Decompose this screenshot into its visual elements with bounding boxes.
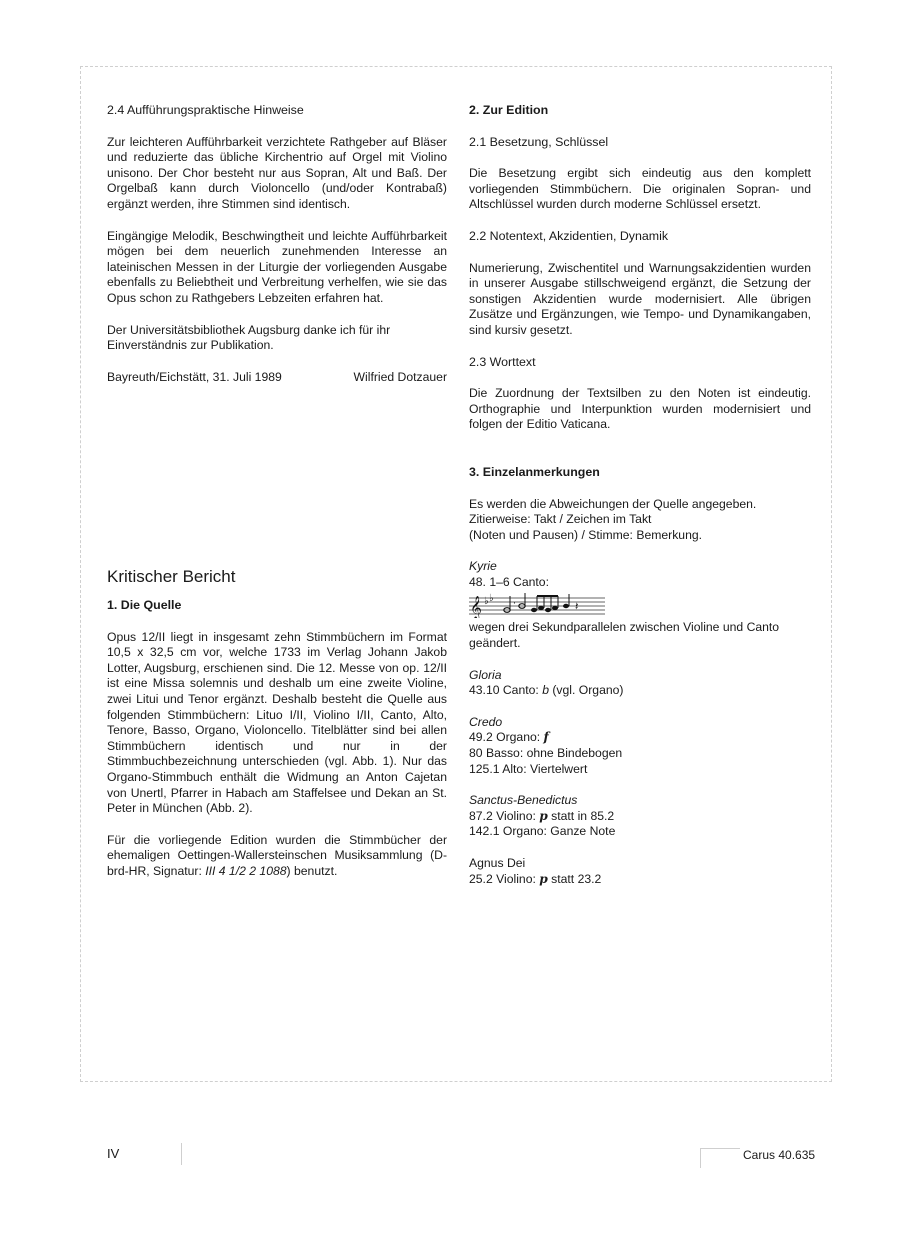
credo-entry-text: 49.2 Organo: — [469, 730, 544, 745]
agnus-entry-text-a: 25.2 Violino: — [469, 871, 540, 886]
agnus-entry-text-b: statt 23.2 — [547, 871, 602, 886]
subheading-notentext: 2.2 Notentext, Akzidentien, Dynamik — [469, 228, 669, 243]
section-heading-einzelanmerkungen: 3. Einzelanmerkungen — [469, 464, 600, 479]
movement-sanctus: Sanctus-Benedictus — [469, 793, 578, 808]
place-date: Bayreuth/Eichstätt, 31. Juli 1989 — [107, 369, 282, 384]
kyrie-entry-2: wegen drei Sekundparallelen zwischen Violine und Canto geändert. — [469, 620, 780, 651]
section-heading-auffuehrung: 2.4 Aufführungspraktische Hinweise — [107, 103, 304, 117]
svg-text:𝄽: 𝄽 — [575, 600, 579, 614]
gloria-entry-flat: b — [542, 683, 549, 698]
movement-gloria: Gloria — [469, 667, 502, 682]
piano-dynamic-mark: p — [539, 808, 548, 823]
kyrie-entry-1: 48. 1–6 Canto: — [469, 574, 549, 589]
piano-dynamic-mark: p — [539, 871, 548, 886]
paragraph-melodik: Eingängige Melodik, Beschwingtheit und leichte Aufführbarkeit mögen bei dem neuerlich zunehmenden Interesse an lateinischen Messen in der Liturgie der vorliegenden Ausgabe ebenfalls zu Beliebtheit und Verbreitung verhelfen, wie sie das Opus schon zu Rathgebers Lebzeiten erfahren hat. — [107, 228, 447, 305]
sanctus-entry-1 — [469, 809, 811, 825]
svg-text:♭: ♭ — [489, 593, 494, 605]
credo-entry-2: 80 Basso: ohne Bindebogen — [469, 746, 623, 761]
paragraph-besetzung: Die Besetzung ergibt sich eindeutig aus den komplett vorliegenden Stimmbüchern. Die originalen Sopran- und Altschlüssel wurden durch moderne Schlüssel ersetzt. — [469, 166, 811, 212]
footer-divider-right — [700, 1148, 701, 1168]
movement-kyrie: Kyrie — [469, 559, 497, 574]
subheading-besetzung: 2.1 Besetzung, Schlüssel — [469, 134, 609, 149]
paragraph-dank: Der Universitätsbibliothek Augsburg danke ich für ihr Einverständnis zur Publikation. — [107, 322, 391, 353]
music-notation-icon — [469, 592, 609, 618]
catalog-number: Carus 40.635 — [743, 1148, 816, 1162]
right-column — [469, 103, 811, 887]
signature-shelfmark: III 4 1/2 2 1088 — [205, 863, 287, 878]
movement-credo: Credo — [469, 714, 503, 729]
footer-divider-left — [181, 1143, 182, 1165]
section-heading-quelle: 1. Die Quelle — [107, 598, 182, 612]
movement-agnus: Agnus Dei — [469, 856, 526, 870]
section-heading-edition: 2. Zur Edition — [469, 103, 549, 117]
credo-entry-1 — [469, 730, 811, 746]
forte-dynamic-mark: f — [543, 730, 549, 745]
paragraph-notentext: Numerierung, Zwischentitel und Warnungsakzidentien wurden in unserer Ausgabe stillschweigend ergänzt, die Setzung der sonstigen Akzidentien wurde modernisiert. Alle übrigen Zusätze und Ergänzungen, wie Tempo- und Dynamikangaben, sind kursiv gesetzt. — [469, 260, 811, 337]
report-title: Kritischer Bericht — [107, 567, 236, 586]
paragraph-quelle: Opus 12/II liegt in insgesamt zehn Stimmbüchern im Format 10,5 x 32,5 cm vor, welche 1733 im Verlag Johann Jakob Lotter, Augsburg, erschienen sind. Die 12. Messe von op. 12/II ist eine Missa solemnis und deshalb um eine zweite Violine, zwei Litui und Tenor ergänzt. Deshalb besteht die Quelle aus folgenden Stimmbüchern: Lituo I/II, Violino I/II, Canto, Alto, Tenore, Basso, Organo, Violoncello. Titelblätter sind bei allen Stimmbüchern identisch und nur in der Stimmbuchbezeichnung unterschieden (vgl. Abb. 1). Nur das Organo-Stimmbuch enthält die Widmung an Anton Cajetan von Unertl, Pfarrer in Habach am Staffelsee und Dekan an St. Peter in München (Abb. 2). — [107, 629, 447, 816]
paragraph-auffuehrbarkeit: Zur leichteren Aufführbarkeit verzichtete Rathgeber auf Bläser und reduzierte das übliche Kirchentrio auf Orgel mit Violino unisono. Der Chor besteht nur aus Sopran, Alt und Baß. Der Orgelbaß kann durch Violoncello (und/oder Kontrabaß) ergänzt werden, ihre Stimmen sind identisch. — [107, 134, 447, 211]
author-name: Wilfried Dotzauer — [353, 369, 447, 384]
edition-source-text-a: Für die vorliegende Edition wurden die Stimmbücher der ehemaligen Oettingen-Wallersteinschen Musiksammlung (D-brd-HR, Signatur: — [107, 832, 447, 878]
left-column-bottom — [107, 566, 447, 880]
svg-text:♭: ♭ — [484, 596, 489, 608]
edition-source-text-b: ) benutzt. — [286, 863, 338, 878]
sanctus-entry-text-a: 87.2 Violino: — [469, 808, 540, 823]
paragraph-worttext: Die Zuordnung der Textsilben zu den Noten ist eindeutig. Orthographie und Interpunktion wurden modernisiert und folgen der Editio Vaticana. — [469, 386, 811, 432]
sanctus-entry-text-b: statt in 85.2 — [547, 808, 615, 823]
page-number: IV — [107, 1146, 120, 1161]
sanctus-entry-2: 142.1 Organo: Ganze Note — [469, 824, 616, 839]
intro-line-2: Zitierweise: Takt / Zeichen im Takt — [469, 512, 652, 527]
gloria-entry-1 — [469, 683, 811, 699]
gloria-entry-text-c: (vgl. Organo) — [548, 683, 624, 698]
svg-text:𝄞: 𝄞 — [470, 595, 482, 619]
credo-entry-3: 125.1 Alto: Viertelwert — [469, 761, 588, 776]
left-column-top — [107, 103, 447, 385]
intro-line-3: (Noten und Pausen) / Stimme: Bemerkung. — [469, 527, 703, 542]
paragraph-edition-source — [107, 833, 447, 880]
footer-divider-right-top — [700, 1148, 740, 1149]
signature-row — [107, 370, 447, 386]
subheading-worttext: 2.3 Worttext — [469, 354, 536, 369]
svg-text:·: · — [513, 599, 516, 610]
agnus-entry-1 — [469, 872, 811, 888]
intro-line-1: Es werden die Abweichungen der Quelle angegeben. — [469, 496, 757, 511]
gloria-entry-text-a: 43.10 Canto: — [469, 683, 543, 698]
